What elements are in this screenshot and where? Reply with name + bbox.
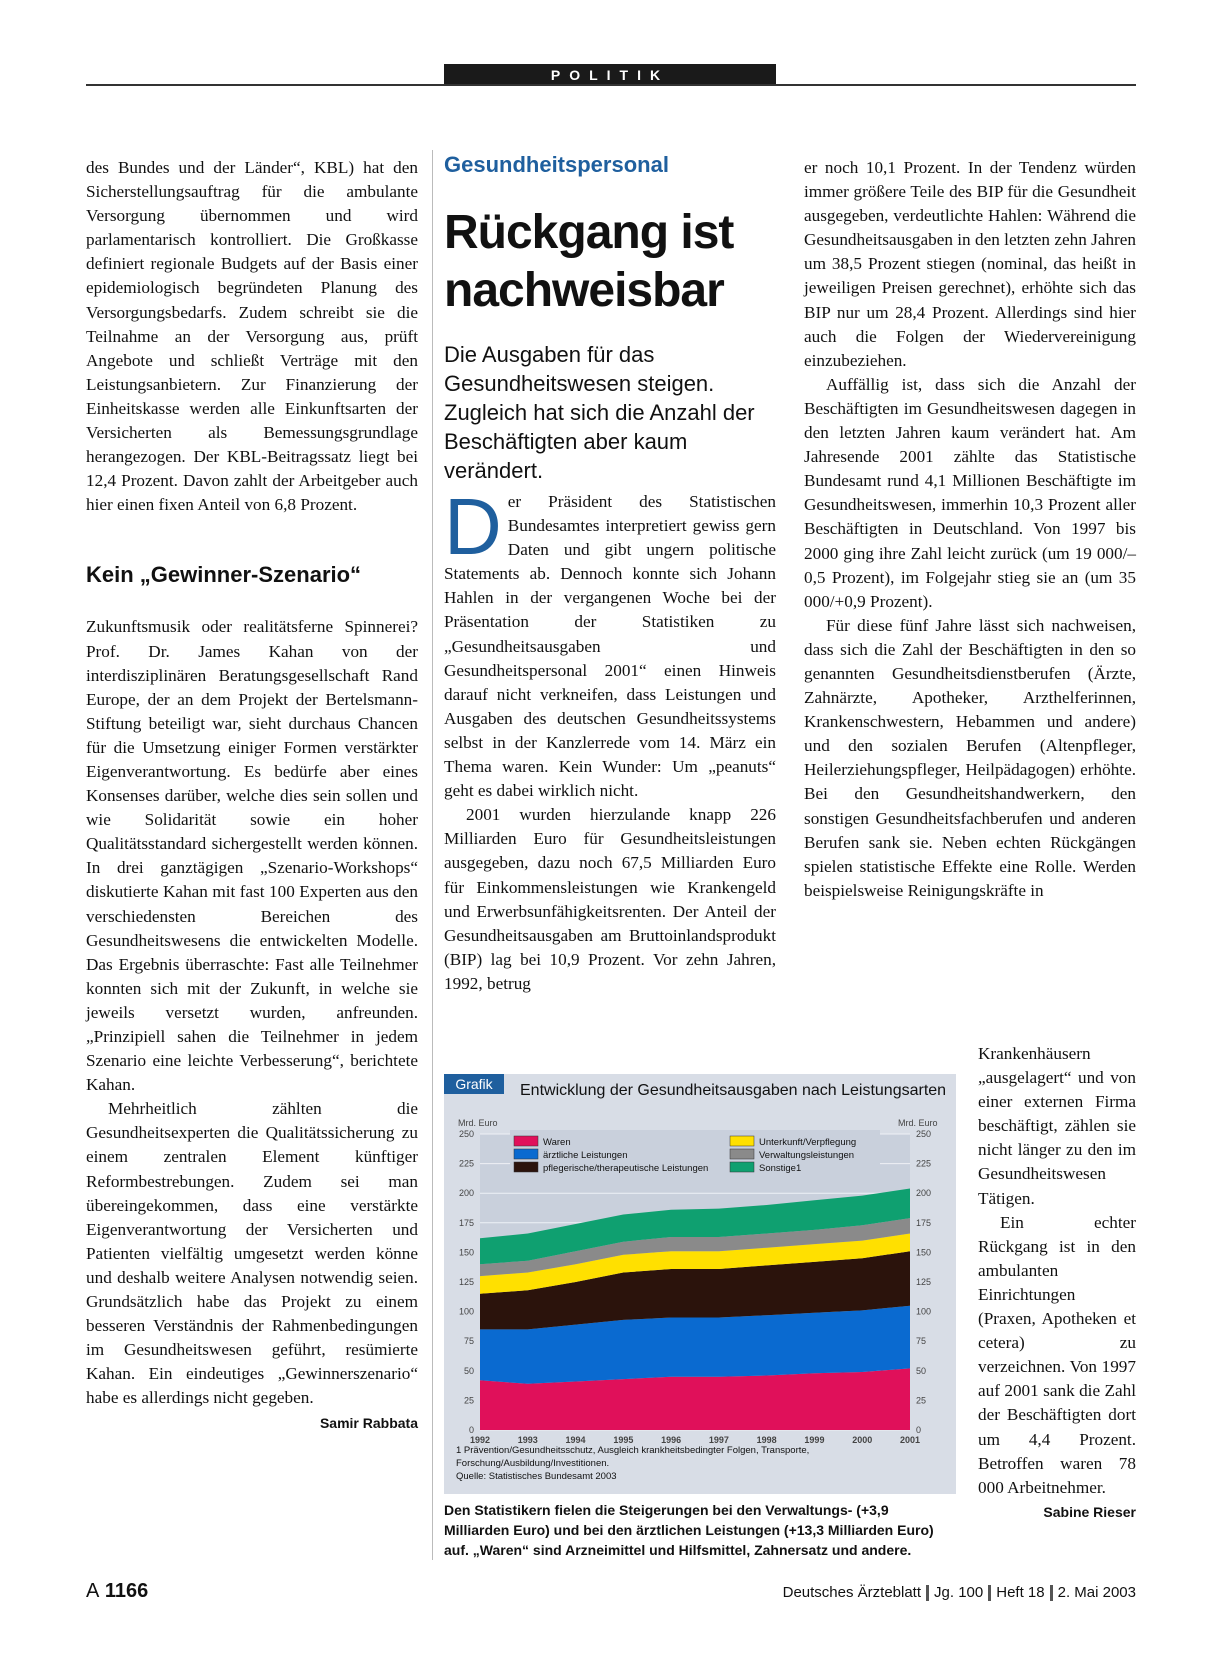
y-tick-label: 100	[916, 1306, 932, 1317]
x-tick-label: 1996	[661, 1435, 682, 1445]
chart-box	[444, 1074, 956, 1494]
figure-caption: Den Statistikern fielen die Steigerungen bei den Verwaltungs- (+3,9 Milliarden Euro) und bei den ärztlichen Leistungen (+13,3 Milliarden Euro) auf. „Waren“ sind Arzneimittel und Hilfsmittel, Zahnersatz und andere.	[444, 1502, 934, 1558]
paragraph: Zukunftsmusik oder realitätsferne Spinnerei? Prof. Dr. James Kahan von der interdisziplinären Beratungsgesellschaft Rand Europe, der an dem Projekt der Bertelsmann-Stiftung beteiligt war, sieht durchaus Chancen für die Umsetzung einiger Formen verstärkter Eigenverantwortung. Es bedürfe aber eines Konsenses darüber, welche dies sein sollen und wie Solidarität sowie ein hoher Qualitätsstandard sichergestellt werden können. In drei ganztägigen „Szenario-Workshops“ diskutierte Kahan mit fast 100 Experten aus den verschiedensten Bereichen des Gesundheitswesens die entwickelten Modelle. Das Ergebnis überraschte: Fast alle Teilnehmer konnten sich mit der Zukunft, in welche sie jeweils versetzt wurden, anfreunden. „Prinzipiell sahen die Teilnehmer in jedem Szenario eine leichte Verbesserung“, berichtete Kahan.	[86, 617, 418, 1095]
column-left	[86, 156, 418, 1435]
y-tick-label: 200	[458, 1188, 474, 1199]
paragraph: des Bundes und der Länder“, KBL) hat den Sicherstellungsauftrag für die ambulante Versorgung übernommen und wird parlamentarisch kontrolliert. Die Großkasse definiert regionale Budgets auf der Basis einer epidemiologisch begründeten Planung des Versorgungsbedarfs. Zudem schreibt sie die Teilnahme an der Versorgung aus, prüft Angebote und schließt Verträge mit den Leistungsanbietern. Zur Finanzierung der Einheitskasse werden alle Einkunftsarten der Versicherten als Bemessungsgrundlage herangezogen. Der KBL-Beitragssatz liegt bei 12,4 Prozent. Davon zahlt der Arbeitgeber auch hier einen fixen Anteil von 6,8 Prozent.	[86, 158, 418, 515]
column-rule	[432, 150, 433, 1560]
y-tick-label: 150	[458, 1247, 474, 1258]
legend-label: Waren	[543, 1137, 571, 1148]
top-rule	[86, 84, 1136, 86]
drop-cap: D	[444, 482, 502, 571]
x-tick-label: 1993	[517, 1435, 538, 1445]
legend-label: Verwaltungsleistungen	[759, 1150, 855, 1161]
page-number: A 1166	[86, 1580, 149, 1602]
y-tick-label: 150	[916, 1247, 932, 1258]
subheading: Kein „Gewinner-Szenario“	[86, 562, 362, 588]
y-tick-label: 225	[458, 1158, 474, 1169]
paragraph: Für diese fünf Jahre lässt sich nachweisen, dass sich die Zahl der Beschäftigten in den so genannten Gesundheitsdienstberufen (Ärzte, Zahnärzte, Apotheker, Arzthelferinnen, Krankenschwestern, Hebammen und andere) und den sozialen Berufen (Altenpfleger, Heilerziehungspfleger, Heilpädagogen) erhöhte. Bei den Gesundheitshandwerkern, den sonstigen Gesundheitsfachberufen und anderen Berufen sank sie. Neben echten Rückgängen spielen statistische Effekte eine Rolle. Werden beispielsweise Reinigungskräfte in	[804, 615, 1136, 900]
legend-swatch	[730, 1162, 754, 1172]
x-tick-label: 1998	[756, 1435, 777, 1445]
kicker: Gesundheitspersonal	[444, 152, 669, 177]
column-right-narrow	[978, 1042, 1136, 1524]
legend-label: Sonstige1	[759, 1163, 802, 1174]
legend-label: Unterkunft/Verpflegung	[759, 1137, 857, 1148]
y-tick-label: 50	[916, 1365, 927, 1376]
author-byline: Samir Rabbata	[319, 1414, 418, 1431]
paragraph: Der Präsident des Statistischen Bundesamtes interpretiert gewiss gern Daten und gibt ungern politische Statements ab. Dennoch konnte sich Johann Hahlen in der vergangenen Woche bei der Präsentation der Statistiken zu „Gesundheitsausgaben und Gesundheitspersonal 2001“ einen Hinweis darauf nicht verkneifen, dass Leistungen und Ausgaben des deutschen Gesundheitssystems selbst in der Kanzlerrede vom 14. März ein Thema waren. Kein Wunder: Um „peanuts“ geht es dabei wirklich nicht.	[444, 482, 776, 801]
paragraph: er noch 10,1 Prozent. In der Tendenz würden immer größere Teile des BIP für die Gesundheit ausgegeben, verdeutlichte Hahlen: Während die Gesundheitsausgaben in den letzten zehn Jahren um 38,5 Prozent stiegen (nominal, das heißt in jeweiligen Preisen gerechnet), erhöhte sich das BIP nur um 28,4 Prozent. Allerdings sind hier auch die Folgen der Wiedervereinigung einzubeziehen.	[804, 158, 1136, 370]
y-tick-label: 125	[916, 1277, 932, 1287]
y-tick-label: 25	[463, 1395, 474, 1406]
author-byline: Sabine Rieser	[1043, 1503, 1136, 1520]
section-label: POLITIK	[444, 64, 776, 86]
y-tick-label: 50	[463, 1365, 474, 1376]
y-tick-label: 0	[468, 1425, 474, 1435]
paragraph: Ein echter Rückgang ist in den ambulanten Einrichtungen (Praxen, Apotheken et cetera) zu verzeichnen. Von 1997 auf 2001 sank die Zahl der Beschäftigten dort um 4,4 Prozent. Betroffen waren 78 000 Arbeitnehmer. Sabine Rieser	[978, 1211, 1136, 1500]
y-tick-label: 0	[916, 1425, 922, 1435]
paragraph: 2001 wurden hierzulande knapp 226 Milliarden Euro für Gesundheitsleistungen ausgegeben, dazu noch 67,5 Milliarden Euro für Einkommensleistungen wie Krankengeld und Erwerbsunfähigkeitsrenten. Der Anteil der Gesundheitsausgaben am Bruttoinlandsprodukt (BIP) lag bei 10,9 Prozent. Vor zehn Jahren, 1992, betrug	[444, 805, 776, 993]
x-tick-label: 2001	[899, 1435, 921, 1445]
x-tick-label: 1995	[613, 1435, 634, 1445]
y-axis-label: Mrd. Euro	[458, 1118, 498, 1128]
legend-swatch	[730, 1136, 754, 1146]
x-tick-label: 2000	[852, 1435, 873, 1445]
legend-label: ärztliche Leistungen	[543, 1150, 628, 1161]
y-tick-label: 75	[916, 1336, 927, 1347]
paragraph: Krankenhäusern „ausgelagert“ und von einer externen Firma beschäftigt, zählen sie nicht länger zu den im Gesundheitswesen Tätigen.	[978, 1044, 1136, 1208]
stacked-area-chart	[444, 1074, 956, 1494]
legend-swatch	[514, 1162, 538, 1172]
legend-label: pflegerische/therapeutische Leistungen	[543, 1163, 709, 1174]
x-tick-label: 1997	[708, 1435, 729, 1445]
legend-swatch	[730, 1149, 754, 1159]
y-tick-label: 125	[458, 1277, 474, 1287]
chart-footnote: 1 Prävention/Gesundheitsschutz, Ausgleich krankheitsbedingter Folgen, Transporte, Forschung/Ausbildung/Investitionen. Quelle: Statistisches Bundesamt 2003	[456, 1445, 810, 1482]
graphic-tag: Grafik	[444, 1074, 504, 1094]
paragraph: Auffällig ist, dass sich die Anzahl der Beschäftigten im Gesundheitswesen dagegen in den letzten Jahren kaum verändert hat. Am Jahresende 2001 zählte das Statistische Bundesamt rund 4,1 Millionen Beschäftigte im Gesundheitswesen, immerhin 10,3 Prozent aller Beschäftigten in Deutschland. Von 1997 bis 2000 ging ihre Zahl leicht zurück (um 19 000/–0,5 Prozent), im Folgejahr stieg sie an (um 35 000/+0,9 Prozent).	[804, 374, 1136, 611]
y-tick-label: 175	[916, 1217, 932, 1228]
y-tick-label: 225	[916, 1158, 932, 1169]
y-axis-label: Mrd. Euro	[898, 1118, 938, 1128]
x-tick-label: 1994	[565, 1435, 586, 1445]
column-right	[804, 156, 1136, 903]
legend-swatch	[514, 1136, 538, 1146]
headline: Rückgang ist nachweisbar	[444, 206, 734, 317]
y-tick-label: 175	[458, 1217, 474, 1228]
y-tick-label: 200	[916, 1188, 932, 1199]
y-tick-label: 250	[458, 1129, 474, 1139]
y-tick-label: 250	[916, 1129, 932, 1139]
y-tick-label: 75	[463, 1336, 474, 1347]
y-tick-label: 100	[458, 1306, 474, 1317]
x-tick-label: 1999	[804, 1435, 825, 1445]
journal-info: Deutsches Ärzteblatt Jg. 100 Heft 18 2. Mai 2003	[782, 1584, 1136, 1601]
column-middle	[444, 482, 776, 996]
y-tick-label: 25	[916, 1395, 927, 1406]
x-tick-label: 1992	[469, 1435, 491, 1445]
paragraph: Mehrheitlich zählten die Gesundheitsexperten die Qualitätssicherung zu einem zentralen Element künftiger Reformbestrebungen. Zudem sei man übereingekommen, dass eine verstärkte Eigenverantwortung der Versicherten und Patienten vielfältig umgesetzt werden könne und deshalb weitere Analysen notwendig seien. Grundsätzlich habe das Projekt zu einem besseren Verständnis der Rahmenbedingungen im Gesundheitswesen geführt, resümierte Kahan. Ein eindeutiges „Gewinnerszenario“ habe es allerdings nicht gegeben. Samir Rabbata	[86, 1097, 418, 1410]
legend-swatch	[514, 1149, 538, 1159]
chart-title: Entwicklung der Gesundheitsausgaben nach Leistungsarten	[520, 1082, 947, 1099]
lead-paragraph: Die Ausgaben für das Gesundheitswesen steigen. Zugleich hat sich die Anzahl der Beschäftigten aber kaum verändert.	[444, 342, 755, 483]
